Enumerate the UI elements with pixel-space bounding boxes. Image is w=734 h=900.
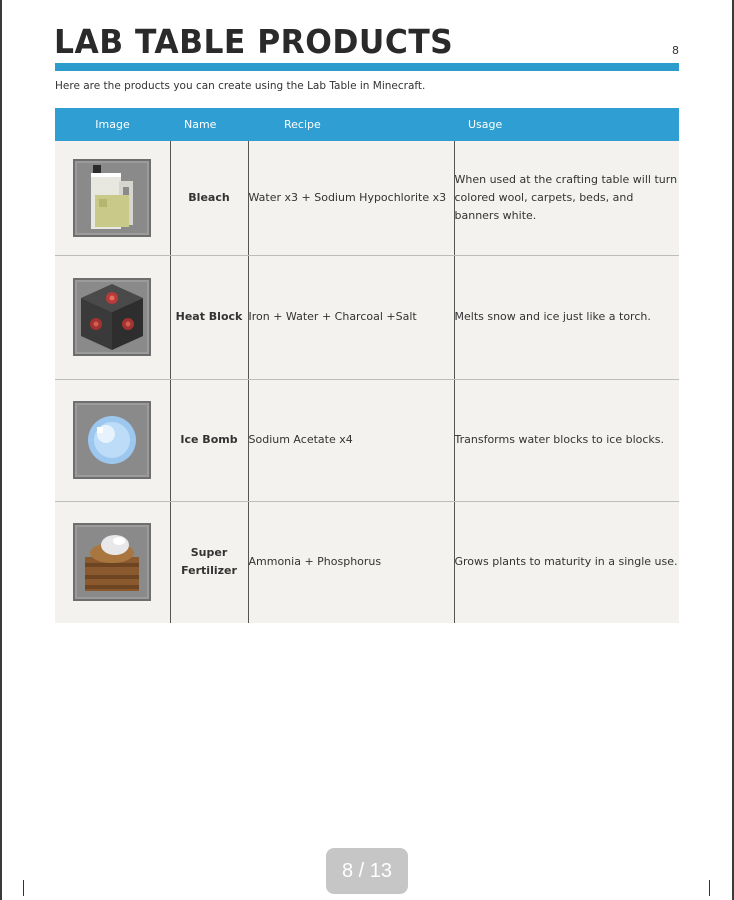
header-usage: Usage	[454, 108, 679, 141]
product-recipe: Ammonia + Phosphorus	[248, 501, 454, 623]
page-border-left	[0, 0, 2, 900]
page-edge-tick-left	[23, 880, 24, 896]
table-row	[55, 379, 679, 501]
image-cell	[55, 141, 170, 255]
header-name: Name	[170, 108, 248, 141]
product-usage: When used at the crafting table will turn colored wool, carpets, beds, and banners white.	[454, 141, 679, 255]
image-cell	[55, 501, 170, 623]
table-header-row	[55, 108, 679, 141]
page-number: 8	[672, 44, 679, 57]
table-row	[55, 501, 679, 623]
product-recipe: Water x3 + Sodium Hypochlorite x3	[248, 141, 454, 255]
page-edge-tick-right	[709, 880, 710, 896]
product-name: Ice Bomb	[170, 379, 248, 501]
ice-bomb-icon	[73, 401, 151, 479]
product-name: Super Fertilizer	[170, 501, 248, 623]
intro-text: Here are the products you can create using the Lab Table in Minecraft.	[55, 80, 426, 92]
bleach-jug-icon	[73, 159, 151, 237]
header-image: Image	[55, 108, 170, 141]
products-table	[55, 108, 679, 623]
product-name: Heat Block	[170, 255, 248, 379]
heat-block-icon	[73, 278, 151, 356]
image-cell	[55, 379, 170, 501]
super-fertilizer-icon	[73, 523, 151, 601]
table-row	[55, 141, 679, 255]
product-name: Bleach	[170, 141, 248, 255]
product-recipe: Sodium Acetate x4	[248, 379, 454, 501]
page-title: LAB TABLE PRODUCTS	[54, 22, 454, 61]
product-recipe: Iron + Water + Charcoal +Salt	[248, 255, 454, 379]
product-usage: Grows plants to maturity in a single use.	[454, 501, 679, 623]
product-usage: Transforms water blocks to ice blocks.	[454, 379, 679, 501]
page-indicator: 8 / 13	[326, 848, 408, 894]
product-usage: Melts snow and ice just like a torch.	[454, 255, 679, 379]
header-recipe: Recipe	[248, 108, 454, 141]
image-cell	[55, 255, 170, 379]
title-rule	[55, 63, 679, 71]
table-row	[55, 255, 679, 379]
